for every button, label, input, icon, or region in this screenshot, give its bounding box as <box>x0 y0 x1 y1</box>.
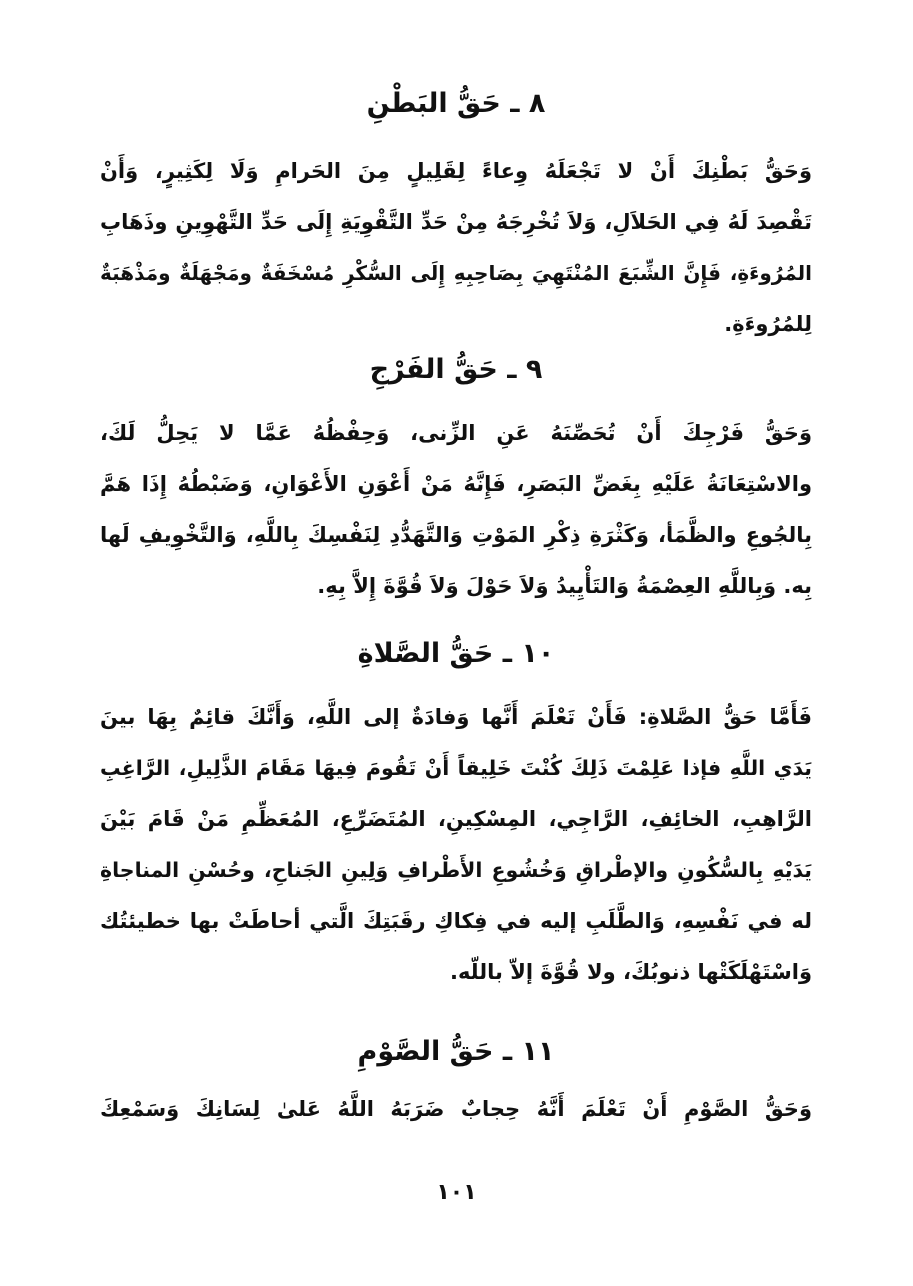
text-line: بِالجُوعِ والظَّمَأ، وَكَثْرَةِ ذِكْرِ المَوْتِ وَالتَّهَدُّدِ لِنَفْسِكَ بِاللَّهِ، وَالتَّخْوِيفِ لَها <box>100 523 812 547</box>
text-line: تَقْصِدَ لَهُ فِي الحَلاَلِ، وَلاَ تُخْرِجَهُ مِنْ حَدِّ التَّقْوِيَةِ إِلَى حَدِّ التَّهْوِينِ وذَهَابِ <box>100 210 812 234</box>
section-text-9-private-parts <box>100 408 812 612</box>
section-text-10-prayer <box>100 692 812 998</box>
section-text-8-belly <box>100 146 812 350</box>
section-heading-11-fasting: ١١ ـ حَقُّ الصَّوْمِ <box>357 1036 555 1067</box>
section-heading-8-belly: ٨ ـ حَقُّ البَطْنِ <box>366 88 546 119</box>
text-line: فَأَمَّا حَقُّ الصَّلاةِ: فَأَنْ تَعْلَمَ أَنَّها وَفادَةٌ إلى اللَّهِ، وَأَنَّكَ قائِمٌ بِهَا بينَ <box>100 705 812 729</box>
text-line: والاسْتِعَانَةُ عَلَيْهِ بِغَضِّ البَصَرِ، فَإِنَّهُ مَنْ أَعْوَنِ الأَعْوَانِ، وَضَبْطُهُ إِذَا هَمَّ <box>100 472 812 496</box>
text-line: لِلمُرُوءَةِ. <box>724 312 812 336</box>
text-line: الرَّاهِبِ، الخائِفِ، الرَّاجِي، المِسْكِينِ، المُتَضَرِّعِ، المُعَظِّمِ مَنْ قَامَ بَيْنَ <box>100 807 812 831</box>
text-line: بِه. وَبِاللَّهِ العِصْمَةُ وَالتَأْيِيدُ وَلاَ حَوْلَ وَلاَ قُوَّةَ إِلاَّ بِهِ. <box>317 574 812 598</box>
text-line: وَحَقُّ فَرْجِكَ أَنْ تُحَصِّنَهُ عَنِ الزِّنى، وَحِفْظُهُ عَمَّا لا يَحِلُّ لَكَ، <box>100 421 812 445</box>
page-body <box>100 60 812 1135</box>
text-line: له في نَفْسِهِ، وَالطَّلَبِ إليه في فِكاكِ رقَبَتِكَ الَّتي أحاطَتْ بها خطيئتُك <box>100 909 812 933</box>
page-number: ١٠١ <box>436 1180 477 1205</box>
text-line: وَحَقُّ بَطْنِكَ أَنْ لا تَجْعَلَهُ وِعاءً لِقَلِيلٍ مِنَ الحَرامِ وَلَا لِكَثِيرٍ، وَأَنْ <box>100 159 812 183</box>
text-line: وَاسْتَهْلَكَتْها ذنوبُكَ، ولا قُوَّةَ إلاّ باللّه. <box>449 960 812 984</box>
text-line: المُرُوءَةِ، فَإِنَّ الشِّبَعَ المُنْتَهِيَ بِصَاحِبِهِ إِلَى السُّكْرِ مُسْخَفَةٌ ومَجْهَلَةٌ ومَذْهَبَةٌ <box>100 261 812 285</box>
section-heading-9-private-parts: ٩ ـ حَقُّ الفَرْجِ <box>369 354 543 385</box>
section-text-11-fasting <box>100 1084 812 1135</box>
text-line: يَدَي اللَّهِ فإذا عَلِمْتَ ذَلِكَ كُنْتَ خَلِيقاً أَنْ تَقُومَ فِيهَا مَقَامَ الذَّلِيلِ، الرَّاغِبِ <box>100 756 812 780</box>
section-heading-10-prayer: ١٠ ـ حَقُّ الصَّلاةِ <box>357 638 555 669</box>
text-line: يَدَيْهِ بِالسُّكُونِ والإطْراقِ وَخُشُوعِ الأَطْرافِ وَلِينِ الجَناحِ، وحُسْنِ المناجاةِ <box>100 858 812 882</box>
text-line: وَحَقُّ الصَّوْمِ أَنْ تَعْلَمَ أَنَّهُ حِجابٌ ضَرَبَهُ اللَّهُ عَلىٰ لِسَانِكَ وَسَمْعِكَ <box>100 1097 812 1121</box>
